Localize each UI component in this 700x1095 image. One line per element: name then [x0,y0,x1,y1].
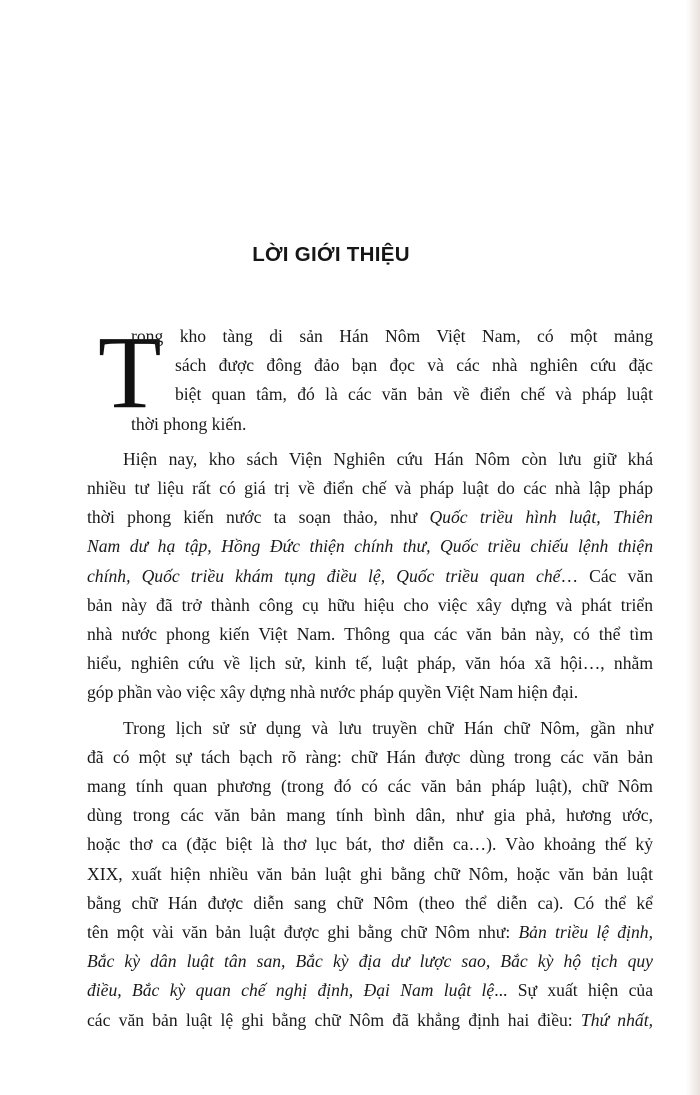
text-line: sách được đông đảo bạn đọc và các nhà nghiên cứu đặc [175,355,653,376]
book-title: chính, Quốc triều khám tụng điều lệ, Quốc triều quan chế [87,565,561,586]
book-title: Bắc kỳ dân luật tân san, Bắc kỳ địa dư lược sao, Bắc kỳ hộ tịch quy [87,951,653,972]
body-text [87,315,654,1035]
drop-cap: T [98,315,162,430]
text-line [87,976,653,1005]
text-line [87,532,653,561]
text-line: XIX, xuất hiện nhiều văn bản luật ghi bằng chữ Nôm, hoặc văn bản luật [87,863,653,884]
page-title: LỜI GIỚI THIỆU [252,243,410,266]
text-run: thời phong kiến nước ta soạn thảo, như [87,507,430,528]
book-title: Nam dư hạ tập, Hồng Đức thiện chính thư, Quốc triều chiếu lệnh thiện [87,536,653,557]
text-line: dùng trong các văn bản mang tính bình dân, như gia phả, hương ước, [87,805,653,826]
text-line [87,918,653,947]
paragraph-archive [87,445,653,708]
text-line: đã có một sự tách bạch rõ ràng: chữ Hán được dùng trong các văn bản [87,746,653,767]
book-title: điều, Bắc kỳ quan chế nghị định, Đại Nam luật lệ [87,980,495,1001]
text-line [87,562,653,591]
text-run: … Các văn [560,565,653,586]
text-line: rong kho tàng di sản Hán Nôm Việt Nam, có một mảng [131,326,653,346]
emphasis-text: Thứ nhất, [580,1009,653,1030]
book-title: Bản triều lệ định, [518,922,653,943]
text-line: biệt quan tâm, đó là các văn bản về điển chế và pháp luật [175,384,653,405]
text-line: hoặc thơ ca (đặc biệt là thơ lục bát, thơ diễn ca…). Vào khoảng thế kỷ [87,834,653,855]
text-line: nhiều tư liệu rất có giá trị về điển chế và pháp luật do các nhà lập pháp [87,478,653,499]
text-line: Trong lịch sử sử dụng và lưu truyền chữ Hán chữ Nôm, gần như [123,717,653,738]
text-line [87,947,653,976]
text-line: hiểu, nghiên cứu về lịch sử, kinh tế, luật pháp, văn hóa xã hội…, nhằm [87,653,653,674]
text-line: bằng chữ Hán được diễn sang chữ Nôm (theo thể diễn ca). Có thể kể [87,892,653,913]
text-line: Hiện nay, kho sách Viện Nghiên cứu Hán Nôm còn lưu giữ khá [123,448,653,469]
text-line: thời phong kiến. [131,413,247,434]
text-line: mang tính quan phương (trong đó có các văn bản pháp luật), chữ Nôm [87,776,653,797]
text-line [87,1006,653,1035]
text-line: nhà nước phong kiến Việt Nam. Thông qua các văn bản này, có thể tìm [87,624,653,645]
text-run: ... Sự xuất hiện của [494,980,654,1001]
book-title: Quốc triều hình luật, Thiên [429,507,653,528]
text-line [87,503,653,532]
text-run: các văn bản luật lệ ghi bằng chữ Nôm đã khẳng định hai điều: [87,1009,581,1030]
text-line: góp phần vào việc xây dựng nhà nước pháp quyền Việt Nam hiện đại. [87,682,579,703]
paragraph-intro [87,315,653,439]
text-run: tên một vài văn bản luật được ghi bằng chữ Nôm như: [87,922,519,943]
paragraph-history [87,714,653,1035]
text-line: bản này đã trở thành công cụ hữu hiệu cho việc xây dựng và phát triển [87,594,653,615]
